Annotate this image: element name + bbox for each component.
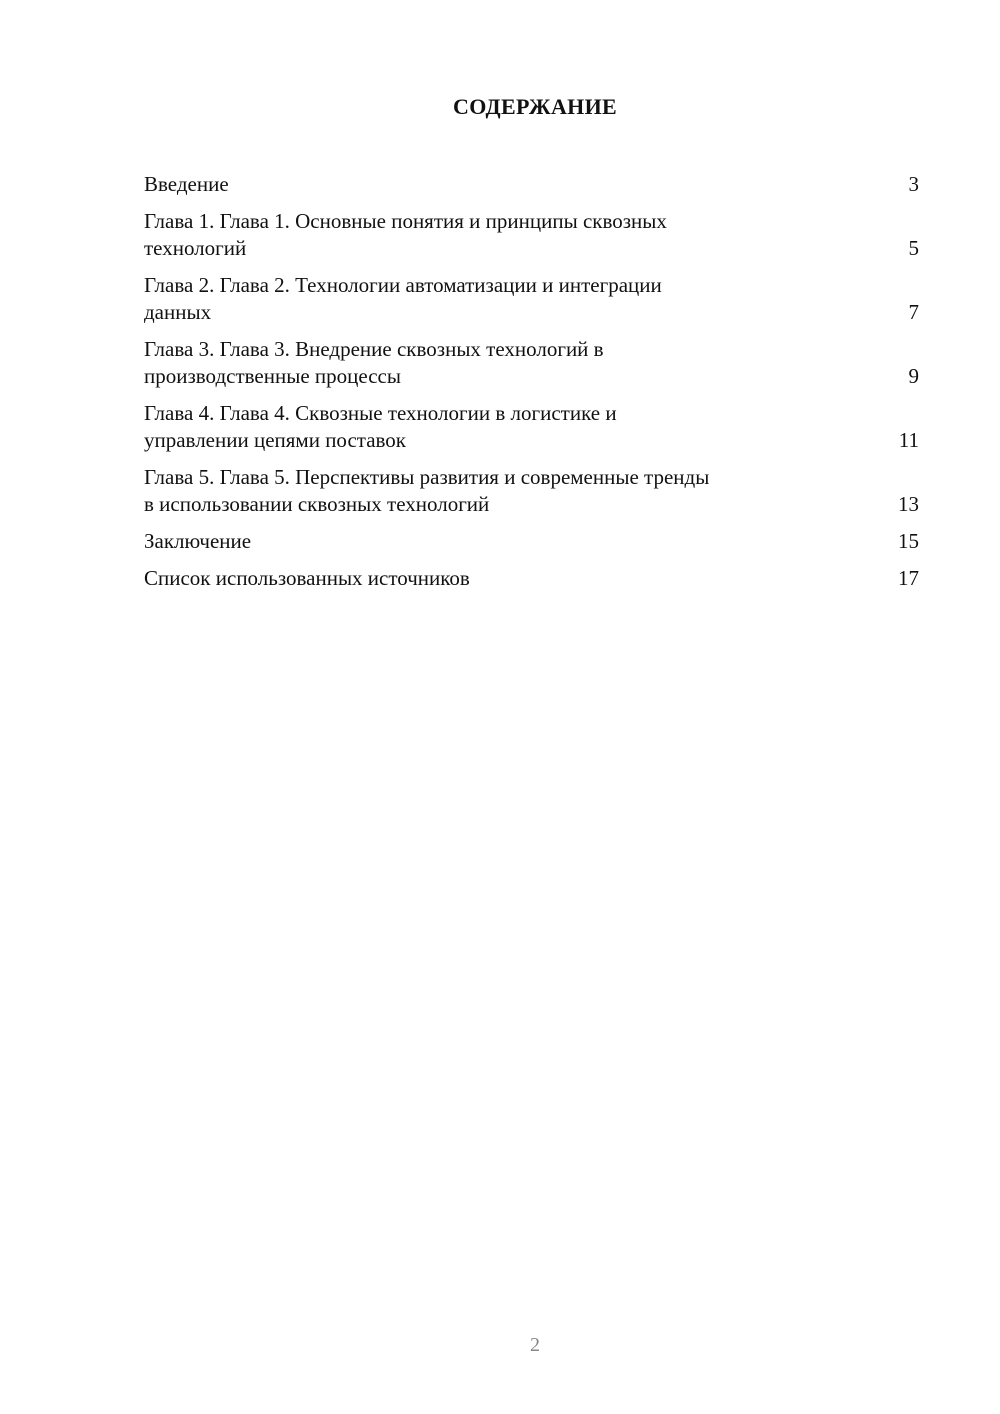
toc-entry <box>144 171 919 198</box>
toc-entry <box>144 400 919 454</box>
page-number: 2 <box>530 1334 540 1356</box>
toc-entry-title <box>144 171 834 198</box>
toc-entry-line: производственные процессы <box>144 364 401 388</box>
toc-entry-page: 11 <box>898 428 919 452</box>
toc-entry-page: 9 <box>908 364 919 388</box>
toc-entry <box>144 464 919 518</box>
toc-entry-title <box>144 272 834 326</box>
toc-entry-line: технологий <box>144 236 247 260</box>
toc-entry-page: 7 <box>908 300 919 324</box>
page-title: СОДЕРЖАНИЕ <box>453 94 617 119</box>
table-of-contents <box>144 171 919 602</box>
toc-entry <box>144 208 919 262</box>
toc-entry <box>144 565 919 592</box>
toc-entry <box>144 528 919 555</box>
toc-entry-title <box>144 464 834 518</box>
toc-entry-line: Глава 2. Глава 2. Технологии автоматизации и интеграции <box>144 273 662 297</box>
toc-entry-title <box>144 336 834 390</box>
toc-entry-line: Глава 1. Глава 1. Основные понятия и принципы сквозных <box>144 209 667 233</box>
toc-entry-page: 17 <box>898 566 919 590</box>
toc-entry <box>144 272 919 326</box>
toc-entry-line: Введение <box>144 172 229 196</box>
toc-entry <box>144 336 919 390</box>
toc-entry-title <box>144 208 834 262</box>
toc-entry-line: Глава 5. Глава 5. Перспективы развития и современные тренды <box>144 465 710 489</box>
toc-entry-page: 5 <box>908 236 919 260</box>
toc-entry-line: Заключение <box>144 529 252 553</box>
toc-entry-title <box>144 565 834 592</box>
toc-entry-page: 15 <box>898 529 919 553</box>
toc-entry-line: Глава 4. Глава 4. Сквозные технологии в логистике и <box>144 401 617 425</box>
toc-entry-line: Список использованных источников <box>144 566 470 590</box>
toc-entry-page: 3 <box>908 172 919 196</box>
toc-entry-line: Глава 3. Глава 3. Внедрение сквозных технологий в <box>144 337 604 361</box>
toc-entry-title <box>144 400 834 454</box>
toc-entry-line: управлении цепями поставок <box>144 428 407 452</box>
toc-entry-line: в использовании сквозных технологий <box>144 492 490 516</box>
toc-entry-line: данных <box>144 300 212 324</box>
toc-entry-page: 13 <box>898 492 919 516</box>
toc-entry-title <box>144 528 834 555</box>
